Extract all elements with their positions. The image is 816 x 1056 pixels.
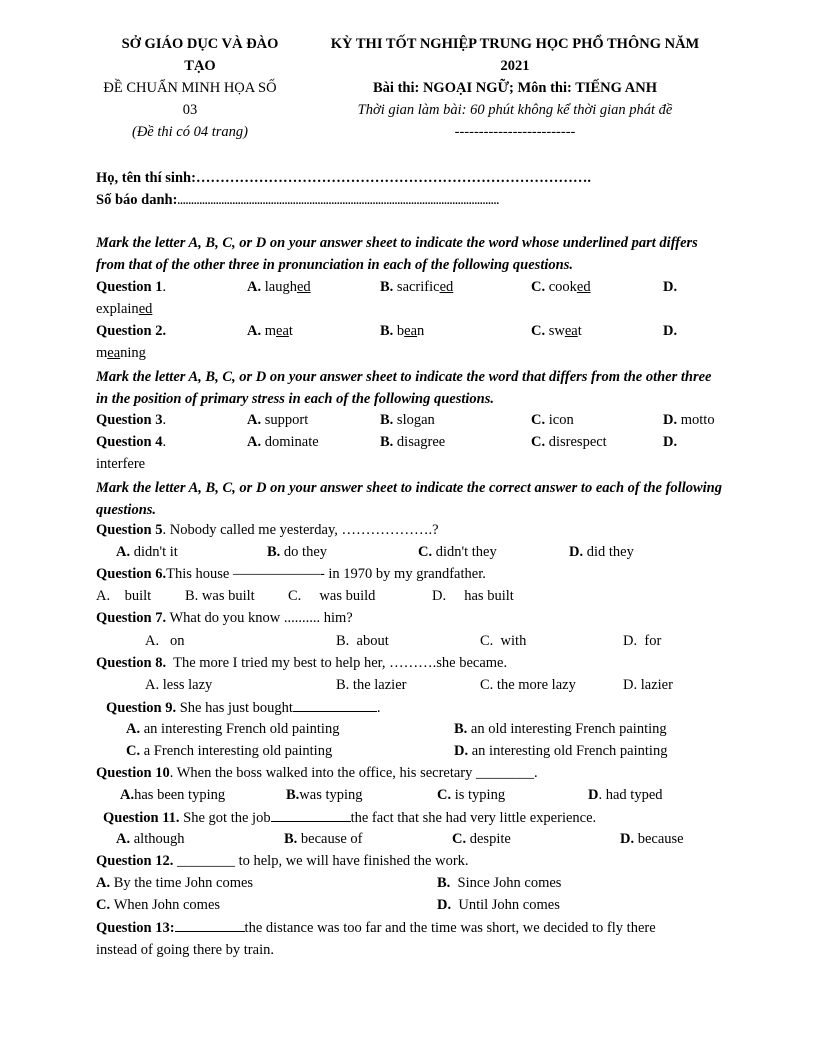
q10-option-c: C. is typing (437, 787, 506, 803)
q9-stem: Question 9. She has just bought . (106, 700, 381, 716)
q7-option-d: D. for (623, 633, 662, 649)
candidate-id (96, 192, 499, 209)
section-correct-instruction: Mark the letter A, B, C, or D on your answer sheet to indicate the correct answer to each of the following questions. (96, 480, 722, 518)
q12-option-c: C. When John comes (96, 897, 221, 913)
q8-stem: Question 8. The more I tried my best to help her, ……….she became. (96, 655, 508, 671)
q12-option-d: D. Until John comes (437, 897, 560, 913)
q4-option-c: C. disrespect (531, 434, 607, 450)
q8-option-b: B. the lazier (336, 677, 407, 693)
exam-time: Thời gian làm bài: 60 phút không kể thời gian phát đề (357, 102, 673, 118)
q7-stem: Question 7. What do you know .......... him? (96, 610, 353, 626)
q11-option-c: C. despite (452, 831, 511, 847)
q11-option-a: A. although (116, 831, 185, 847)
q6-option-a: A. built (96, 588, 152, 604)
exam-title-line2: 2021 (500, 58, 530, 74)
q4-option-d-letter: D. (663, 434, 678, 450)
q6-stem: Question 6.This house ——————- in 1970 by my grandfather. (96, 566, 486, 582)
q1-option-c: C. cooked (531, 279, 591, 295)
candidate-name-dots: ………………………………………………………………………. (195, 170, 592, 186)
q1-option-d: explained (96, 301, 153, 317)
q12-option-b: B. Since John comes (437, 875, 562, 891)
q5-option-c: C. didn't they (418, 544, 497, 560)
q8-option-c: C. the more lazy (480, 677, 576, 693)
q3-option-c: C. icon (531, 412, 574, 428)
q11-blank (271, 809, 351, 822)
q7-option-c: C. with (480, 633, 527, 649)
q2-option-d: meaning (96, 345, 146, 361)
candidate-id-dots: ..................................................................................................................... (177, 195, 500, 207)
q13-stem-line2: instead of going there by train. (96, 942, 274, 958)
q3-option-d: D. motto (663, 412, 715, 428)
q2-option-a: A. meat (247, 323, 293, 339)
q10-option-a: A.has been typing (120, 787, 226, 803)
q9-blank (293, 699, 377, 712)
q4-option-b: B. disagree (380, 434, 446, 450)
q1-option-d-letter: D. (663, 279, 678, 295)
q2-option-b: B. bean (380, 323, 425, 339)
q7-option-b: B. about (336, 633, 389, 649)
section-stress-instruction: Mark the letter A, B, C, or D on your answer sheet to indicate the word that differs from the other three in the position of primary stress in each of the following questions. (96, 369, 712, 407)
exam-code-line1: ĐỀ CHUẨN MINH HỌA SỐ (103, 80, 277, 96)
q3-option-b: B. slogan (380, 412, 435, 428)
q9-option-b: B. an old interesting French painting (454, 721, 667, 737)
q10-option-d: D. had typed (588, 787, 663, 803)
q9-option-d: D. an interesting old French painting (454, 743, 668, 759)
q1-option-b: B. sacrificed (380, 279, 454, 295)
q3-label: Question 3. (96, 412, 167, 428)
q6-option-b: B. was built (185, 588, 255, 604)
q9-option-a: A. an interesting French old painting (126, 721, 340, 737)
section-pronunciation-instruction: Mark the letter A, B, C, or D on your answer sheet to indicate the word whose underlined part differs from that of the other three in pronunciation in each of the following questions. (96, 235, 698, 273)
q5-option-a: A. didn't it (116, 544, 178, 560)
q3-option-a: A. support (247, 412, 309, 428)
q5-option-b: B. do they (267, 544, 328, 560)
exam-title-line1: KỲ THI TỐT NGHIỆP TRUNG HỌC PHỔ THÔNG NĂM (330, 36, 700, 52)
q1-label: Question 1. (96, 279, 167, 295)
q11-option-d: D. because (620, 831, 684, 847)
q10-stem: Question 10. When the boss walked into the office, his secretary ________. (96, 765, 538, 781)
q11-option-b: B. because of (284, 831, 363, 847)
q8-option-a: A. less lazy (145, 677, 213, 693)
q1-option-a: A. laughed (247, 279, 311, 295)
q2-label: Question 2. (96, 323, 167, 339)
header-divider: ------------------------- (454, 124, 576, 140)
q11-stem: Question 11. She got the job the fact that she had very little experience. (103, 810, 597, 826)
q8-option-d: D. lazier (623, 677, 673, 693)
q4-option-a: A. dominate (247, 434, 319, 450)
q2-option-d-letter: D. (663, 323, 678, 339)
q6-option-c: C. was build (288, 588, 376, 604)
q2-option-c: C. sweat (531, 323, 582, 339)
q4-label: Question 4. (96, 434, 167, 450)
q5-stem: Question 5. Nobody called me yesterday, ……………….? (96, 522, 439, 538)
q12-option-a: A. By the time John comes (96, 875, 254, 891)
org-line2: TẠO (184, 58, 216, 74)
q6-option-d: D. has built (432, 588, 514, 604)
candidate-id-label: Số báo danh: (96, 192, 178, 208)
q13-stem: Question 13: the distance was too far and the time was short, we decided to fly there (96, 920, 656, 936)
q5-option-d: D. did they (569, 544, 634, 560)
candidate-name (96, 170, 591, 187)
q12-stem: Question 12. ________ to help, we will have finished the work. (96, 853, 469, 869)
q13-blank (175, 919, 245, 932)
candidate-name-label: Họ, tên thí sinh: (96, 170, 196, 186)
q10-option-b: B.was typing (286, 787, 363, 803)
page-count: (Đề thi có 04 trang) (132, 124, 248, 140)
exam-code-line2: 03 (182, 102, 198, 118)
q4-option-d: interfere (96, 456, 146, 472)
q9-option-c: C. a French interesting old painting (126, 743, 333, 759)
q7-option-a: A. on (145, 633, 185, 649)
exam-subject: Bài thi: NGOẠI NGỮ; Môn thi: TIẾNG ANH (373, 80, 657, 96)
org-line1: SỞ GIÁO DỤC VÀ ĐÀO (121, 36, 279, 52)
